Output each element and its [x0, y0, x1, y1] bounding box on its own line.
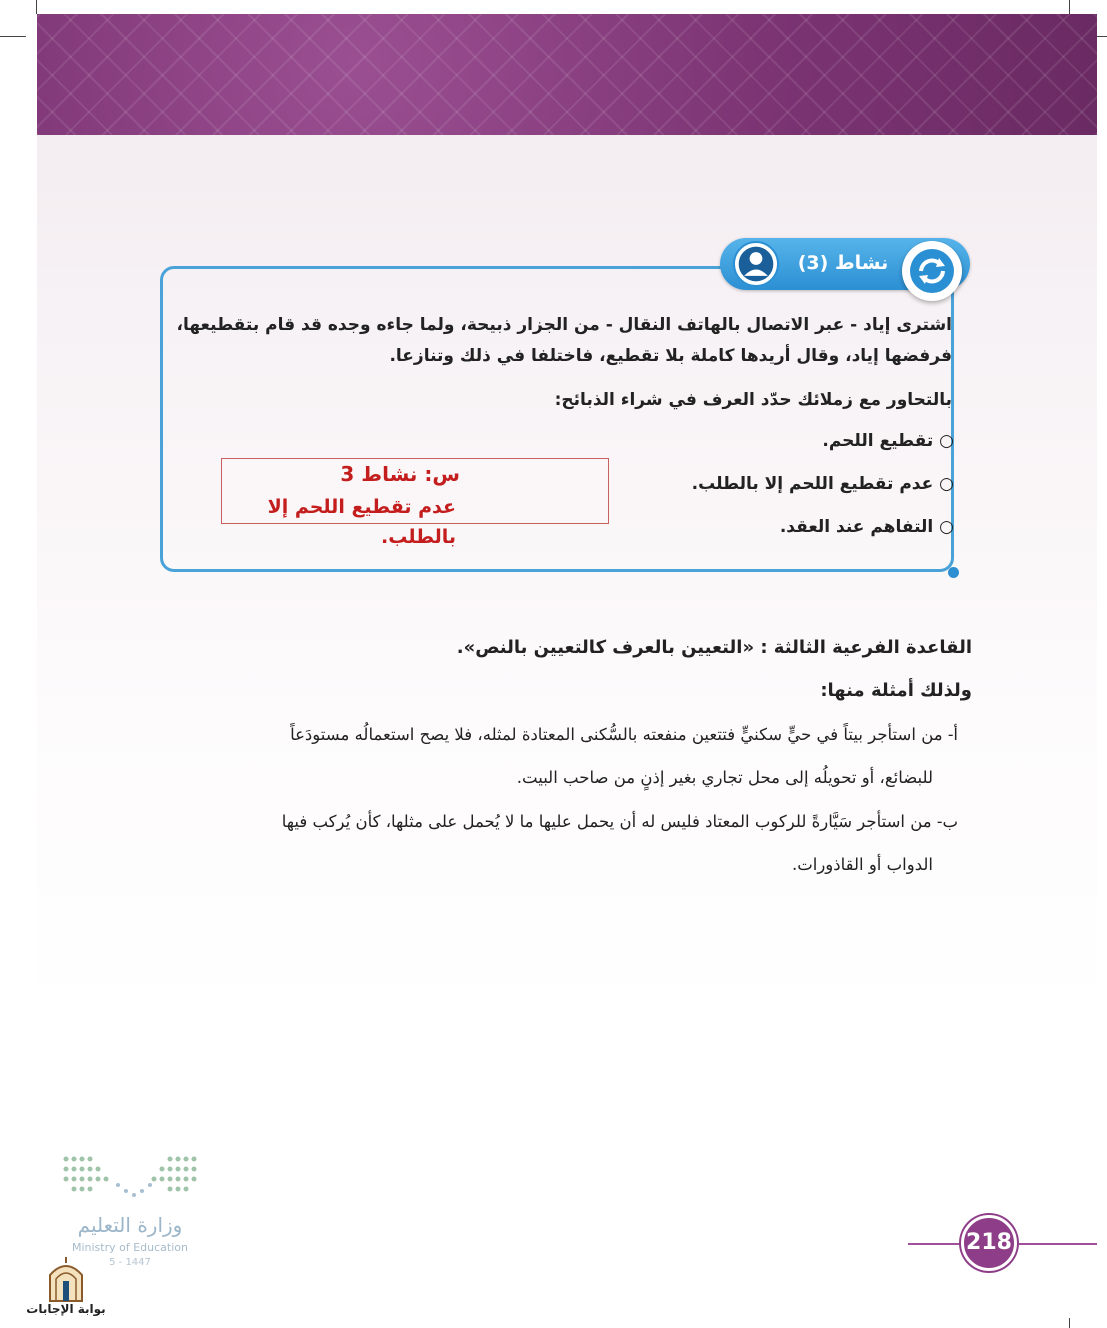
- example-a-line-1: أ- من استأجر بيتاً في حيٍّ سكنيٍّ فتتعين منفعته بالسُّكنى المعتادة لمثله، فلا يصح استعمالُه مستودَعاً: [290, 725, 958, 744]
- option-2-label: عدم تقطيع اللحم إلا بالطلب.: [691, 474, 934, 494]
- rule-heading: القاعدة الفرعية الثالثة : «التعيين بالعرف كالتعيين بالنص».: [456, 637, 972, 658]
- option-1-label: تقطيع اللحم.: [822, 431, 934, 451]
- activity-box-dot: [948, 567, 959, 578]
- option-3[interactable]: [720, 512, 954, 542]
- page-number-line-right: [1015, 1243, 1097, 1245]
- activity-paragraph-line-2: فرفضها إياد، وقال أريدها كاملة بلا تقطيع، فاختلفا في ذلك وتنازعا.: [389, 346, 952, 366]
- example-b-line-1: ب- من استأجر سَيَّارةً للركوب المعتاد فليس له أن يحمل عليها ما لا يُحمل على مثلها، كأن يُركب فيها: [281, 812, 958, 831]
- example-b-line-2: الدواب أو القاذورات.: [791, 855, 933, 874]
- portal-logo-icon: [44, 1255, 88, 1303]
- crop-mark-top-left: [0, 36, 26, 37]
- crop-mark-left: [36, 0, 37, 14]
- page-number-line-left: [908, 1243, 963, 1245]
- option-1[interactable]: [760, 426, 954, 456]
- radio-circle-icon[interactable]: ○: [939, 431, 954, 451]
- ministry-year: 5 - 1447: [109, 1257, 151, 1268]
- radio-circle-icon[interactable]: ○: [939, 517, 954, 537]
- option-2[interactable]: [640, 469, 954, 499]
- page-number: 218: [961, 1215, 1017, 1271]
- crop-mark-right: [1069, 0, 1070, 14]
- activity-title: نشاط (3): [797, 252, 889, 274]
- header-banner: [37, 14, 1097, 135]
- answer-title: س: نشاط 3: [340, 462, 460, 486]
- radio-circle-icon[interactable]: ○: [939, 474, 954, 494]
- ministry-name-arabic: وزارة التعليم: [77, 1213, 183, 1237]
- examples-label: ولذلك أمثلة منها:: [820, 680, 972, 701]
- watermark-text: بوابة الإجابات: [26, 1302, 106, 1316]
- example-a-line-2: للبضائع، أو تحويلُه إلى محل تجاري بغير إذنٍ من صاحب البيت.: [516, 768, 933, 787]
- refresh-icon: [902, 241, 962, 301]
- user-icon: [733, 241, 779, 287]
- crop-mark-bottom-right: [1069, 1318, 1070, 1328]
- option-3-label: التفاهم عند العقد.: [779, 517, 934, 537]
- answer-text: عدم تقطيع اللحم إلا بالطلب.: [267, 496, 456, 548]
- page-background: [37, 14, 1097, 1314]
- activity-instruction: بالتحاور مع زملائك حدّد العرف في شراء الذبائح:: [554, 390, 952, 410]
- activity-paragraph-line-1: اشترى إياد - عبر الاتصال بالهاتف النقال - من الجزار ذبيحة، ولما جاءه وجده قد قام بتقطيعها،: [176, 315, 952, 335]
- ministry-name-english: Ministry of Education: [71, 1241, 188, 1254]
- ministry-logo-icon: [62, 1155, 198, 1199]
